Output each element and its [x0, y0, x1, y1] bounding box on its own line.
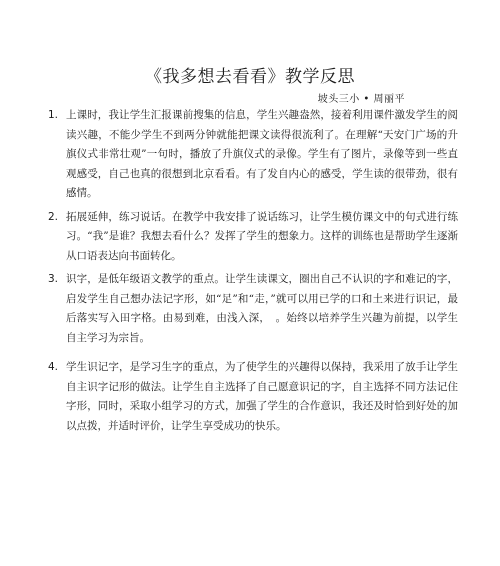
list-item-number: 4. [48, 361, 59, 373]
document-title: 《我多想去看看》教学反思 [145, 67, 355, 87]
list-item [48, 106, 458, 204]
reflection-list [48, 106, 458, 440]
list-item-text: 上课时，我让学生汇报课前搜集的信息，学生兴趣盎然，接着利用课件激发学生的阅读兴趣，不能少学生不到两分钟就能把课文读得很流利了。在理解“天安门广场的升旗仪式非常壮观”一句时，播放了升旗仪式的录像。学生有了图片，录像等到一些直观感受，自己也真的很想到北京看看。有了发自内心的感受，学生读的很带劲，很有感情。 [66, 109, 458, 199]
list-item-number: 2. [48, 210, 59, 223]
list-item [48, 208, 458, 267]
list-item [48, 358, 458, 436]
list-item-text: 拓展延伸，练习说话。在教学中我安排了说话练习，让学生模仿课文中的句式进行练习。“我”是谁？我想去看什么？发挥了学生的想象力。这样的训练也是帮助学生逐渐从口语表达向书面转化。 [66, 210, 458, 262]
list-item-number: 3. [48, 273, 59, 285]
list-item-text: 识字，是低年级语文教学的重点。让学生读课文，圈出自己不认识的字和难记的字，启发学生自己想办法记字形，如“足”和“走，”就可以用已学的口和土来进行识记，最后落实写入田字格。由易到难，由浅入深， 。始终以培养学生兴趣为前提，以学生自主学习为宗旨。 [66, 273, 458, 344]
document-author: 坡头三小 • 周丽平 [317, 94, 405, 105]
list-item-text: 学生识记字，是学习生字的重点，为了使学生的兴趣得以保持，我采用了放手让学生自主识字记形的做法。让学生自主选择了自己愿意识记的字，自主选择不同方法记住字形，同时，采取小组学习的方式，加强了学生的合作意识，我还及时恰到好处的加以点拨，并适时评价，让学生享受成功的快乐。 [66, 361, 458, 432]
list-item [48, 270, 458, 348]
list-item-number: 1. [48, 109, 59, 121]
